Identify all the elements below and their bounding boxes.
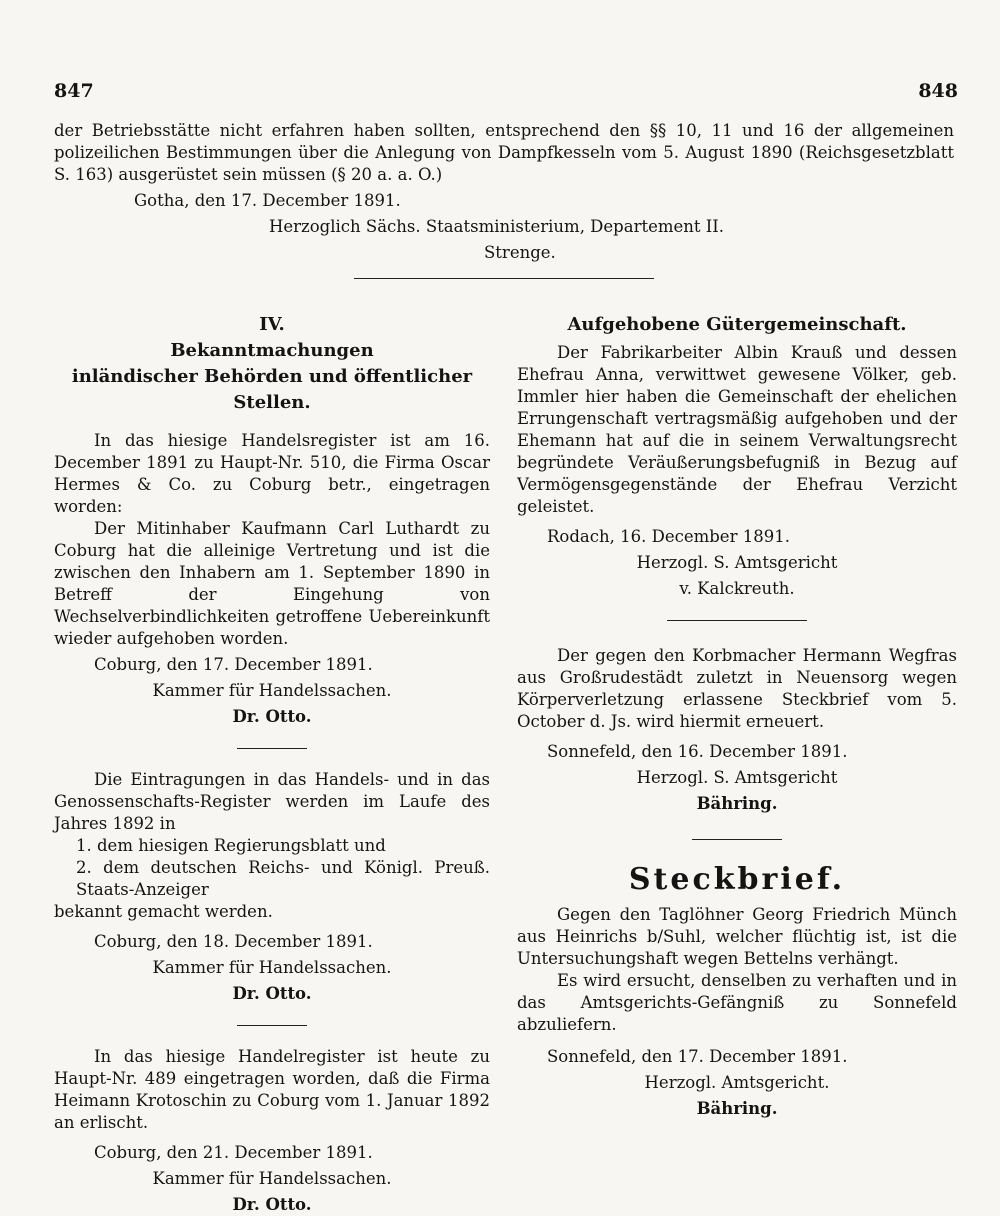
- top-date: Gotha, den 17. December 1891.: [134, 191, 401, 210]
- notice-handelsregister-hermes: [54, 430, 490, 728]
- notice-paragraph: bekannt gemacht werden.: [54, 902, 273, 921]
- steckbrief-heading: Steckbrief.: [628, 862, 846, 897]
- notice-date: Rodach, 16. December 1891.: [547, 527, 790, 546]
- notice-paragraph: Der gegen den Korbmacher Hermann Wegfras aus Großrudestädt zuletzt in Neuensorg wegen Körperverletzung erlassene Steckbrief vom 5. October d. Js. wird hiermit erneuert.: [517, 646, 957, 731]
- notice-signature: Bähring.: [696, 1099, 778, 1118]
- top-authority: Herzoglich Sächs. Staatsministerium, Departement II.: [269, 217, 725, 236]
- section-numeral: IV.: [259, 314, 285, 335]
- notice-paragraph: Es wird ersucht, denselben zu verhaften und in das Amtsgerichts-Gefängniß zu Sonnefeld abzuliefern.: [517, 971, 957, 1034]
- notice-date: Coburg, den 17. December 1891.: [94, 655, 373, 674]
- page-number-right: 848: [918, 80, 958, 102]
- notice-authority: Kammer für Handelssachen.: [152, 958, 392, 977]
- notice-authority: Kammer für Handelssachen.: [152, 1169, 392, 1188]
- notice-steckbrief-erneuerung: [517, 645, 957, 815]
- notice-divider: [692, 839, 782, 840]
- notice-divider: [237, 1025, 307, 1026]
- top-section: [54, 120, 954, 279]
- section-heading-line2: inländischer Behörden und öffentlicher Stellen.: [71, 366, 473, 413]
- notice-authority: Herzogl. Amtsgericht.: [644, 1073, 830, 1092]
- notice-signature: v. Kalckreuth.: [679, 579, 795, 598]
- notice-guetergemeinschaft: [517, 312, 957, 600]
- section-divider: [354, 278, 654, 279]
- notice-date: Coburg, den 21. December 1891.: [94, 1143, 373, 1162]
- notice-date: Coburg, den 18. December 1891.: [94, 932, 373, 951]
- notice-list-item: 2. dem deutschen Reichs- und Königl. Preuß. Staats-Anzeiger: [76, 858, 490, 899]
- notice-signature: Bähring.: [696, 794, 778, 813]
- notice-register-publication: [54, 769, 490, 1005]
- notice-authority: Herzogl. S. Amtsgericht: [636, 553, 838, 572]
- notice-signature: Dr. Otto.: [232, 984, 312, 1003]
- left-column: [54, 312, 490, 1216]
- section-heading-line1: Bekanntmachungen: [170, 340, 374, 361]
- top-signature: Strenge.: [484, 243, 556, 262]
- notice-paragraph: Gegen den Taglöhner Georg Friedrich Münch aus Heinrichs b/Suhl, welcher flüchtig ist, ist die Untersuchungshaft wegen Bettelns verhängt.: [517, 905, 957, 968]
- notice-steckbrief: [517, 860, 957, 1120]
- notice-paragraph: Die Eintragungen in das Handels- und in das Genossenschafts-Register werden im Laufe des Jahres 1892 in: [54, 770, 490, 833]
- notice-date: Sonnefeld, den 16. December 1891.: [547, 742, 848, 761]
- notice-signature: Dr. Otto.: [232, 1195, 312, 1214]
- top-paragraph: der Betriebsstätte nicht erfahren haben sollten, entsprechend den §§ 10, 11 und 16 der allgemeinen polizeilichen Bestimmungen über die Anlegung von Dampfkesseln vom 5. August 1890 (Reichsgesetzblatt S. 163) ausgerüstet sein müssen (§ 20 a. a. O.): [54, 121, 954, 184]
- notice-authority: Kammer für Handelssachen.: [152, 681, 392, 700]
- notice-list-item: 1. dem hiesigen Regierungsblatt und: [76, 836, 386, 855]
- right-column: [517, 312, 957, 1120]
- notice-paragraph: Der Fabrikarbeiter Albin Krauß und dessen Ehefrau Anna, verwittwet gewesene Völker, geb. Immler hier haben die Gemeinschaft der ehelichen Errungenschaft vertragsmäßig aufgehoben und der Ehemann hat auf die in seinem Verwaltungsrecht begründete Veräußerungsbefugniß in Bezug auf Vermögensgegenstände der Ehefrau Verzicht geleistet.: [517, 343, 957, 516]
- notice-authority: Herzogl. S. Amtsgericht: [636, 768, 838, 787]
- notice-divider: [237, 748, 307, 749]
- notice-handelsregister-krotoschin: [54, 1046, 490, 1216]
- notice-date: Sonnefeld, den 17. December 1891.: [547, 1047, 848, 1066]
- notice-paragraph: In das hiesige Handelregister ist heute zu Haupt-Nr. 489 eingetragen worden, daß die Firma Heimann Krotoschin zu Coburg vom 1. Januar 1892 an erlischt.: [54, 1047, 490, 1132]
- notice-paragraph: In das hiesige Handelsregister ist am 16. December 1891 zu Haupt-Nr. 510, die Firma Oscar Hermes & Co. zu Coburg betr., eingetragen worden:: [54, 431, 490, 516]
- page-number-left: 847: [54, 80, 94, 102]
- notice-signature: Dr. Otto.: [232, 707, 312, 726]
- notice-paragraph: Der Mitinhaber Kaufmann Carl Luthardt zu Coburg hat die alleinige Vertretung und ist die zwischen den Inhabern am 1. September 1890 in Betreff der Eingehung von Wechselverbindlichkeiten getroffene Uebereinkunft wieder aufgehoben worden.: [54, 519, 490, 648]
- notice-heading: Aufgehobene Gütergemeinschaft.: [567, 314, 907, 335]
- notice-divider: [667, 620, 807, 621]
